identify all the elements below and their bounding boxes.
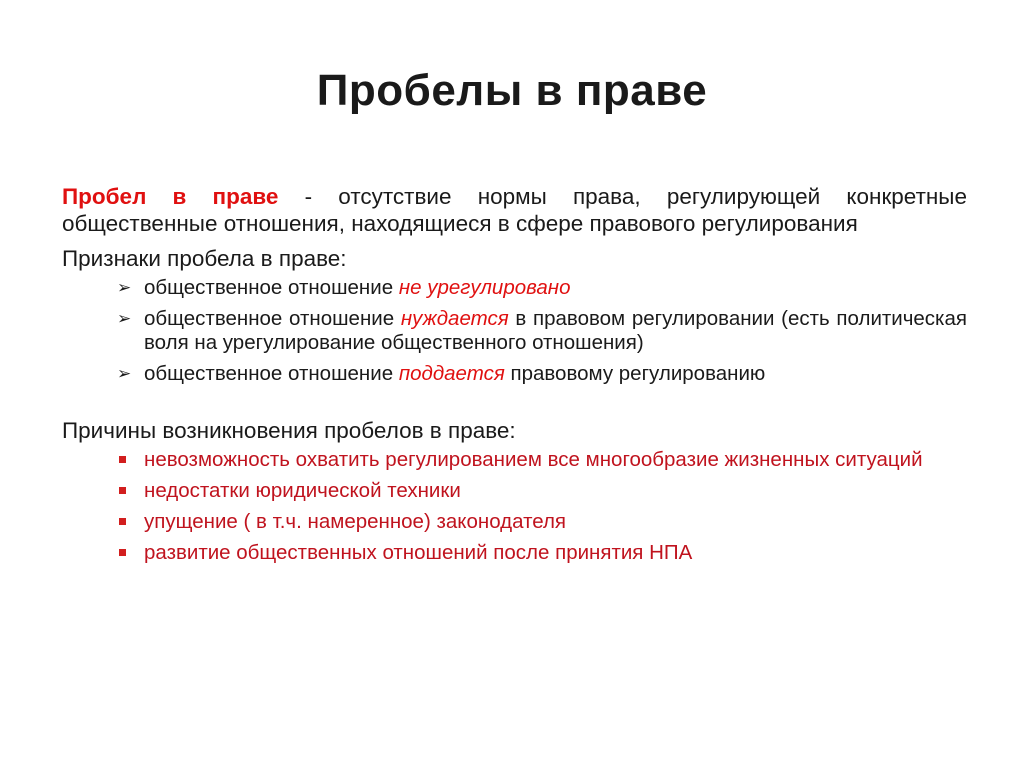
signs-heading: Признаки пробела в праве: — [62, 246, 347, 271]
list-item — [62, 276, 967, 300]
slide-content — [62, 183, 967, 572]
square-bullet-icon — [119, 518, 126, 525]
definition-term: Пробел в праве — [62, 184, 279, 209]
square-bullet-icon — [119, 487, 126, 494]
list-item-text-tail: правовому регулированию — [504, 362, 766, 385]
list-item-text: упущение ( в т.ч. намеренное) законодателя — [144, 510, 567, 533]
list-item — [62, 541, 967, 565]
definition-text: - отсутствие нормы права, регулирующей конкретные общественные отношения, находящиеся в сфере правового регулирования — [62, 184, 967, 236]
square-bullet-icon — [119, 456, 126, 463]
list-item-text-tail: в правовом регулировании (есть политическая воля на урегулирование общественного отношения) — [144, 307, 967, 354]
arrow-bullet-icon: ➢ — [117, 309, 132, 328]
list-item-emphasis: не урегулировано — [398, 276, 571, 299]
causes-heading: Причины возникновения пробелов в праве: — [62, 418, 516, 443]
arrow-bullet-icon: ➢ — [117, 278, 132, 297]
arrow-bullet-icon: ➢ — [117, 364, 132, 383]
list-item-text: недостатки юридической техники — [144, 479, 461, 502]
list-item-text: общественное отношение — [144, 362, 399, 385]
list-item — [62, 448, 967, 472]
list-item-text: общественное отношение — [144, 276, 399, 299]
list-item-text: общественное отношение — [144, 307, 401, 330]
list-item — [62, 479, 967, 503]
causes-list — [62, 448, 967, 565]
list-item — [62, 362, 967, 386]
square-bullet-icon — [119, 549, 126, 556]
section-spacer — [62, 393, 967, 417]
slide-title: Пробелы в праве — [316, 66, 708, 115]
signs-list — [62, 276, 967, 386]
list-item — [62, 510, 967, 534]
list-item — [62, 307, 967, 355]
list-item-emphasis: нуждается — [400, 307, 509, 330]
definition-paragraph — [62, 183, 967, 237]
list-item-text: развитие общественных отношений после принятия НПА — [144, 541, 693, 564]
list-item-emphasis: поддается — [398, 362, 505, 385]
list-item-text: невозможность охватить регулированием все многообразие жизненных ситуаций — [144, 448, 923, 471]
